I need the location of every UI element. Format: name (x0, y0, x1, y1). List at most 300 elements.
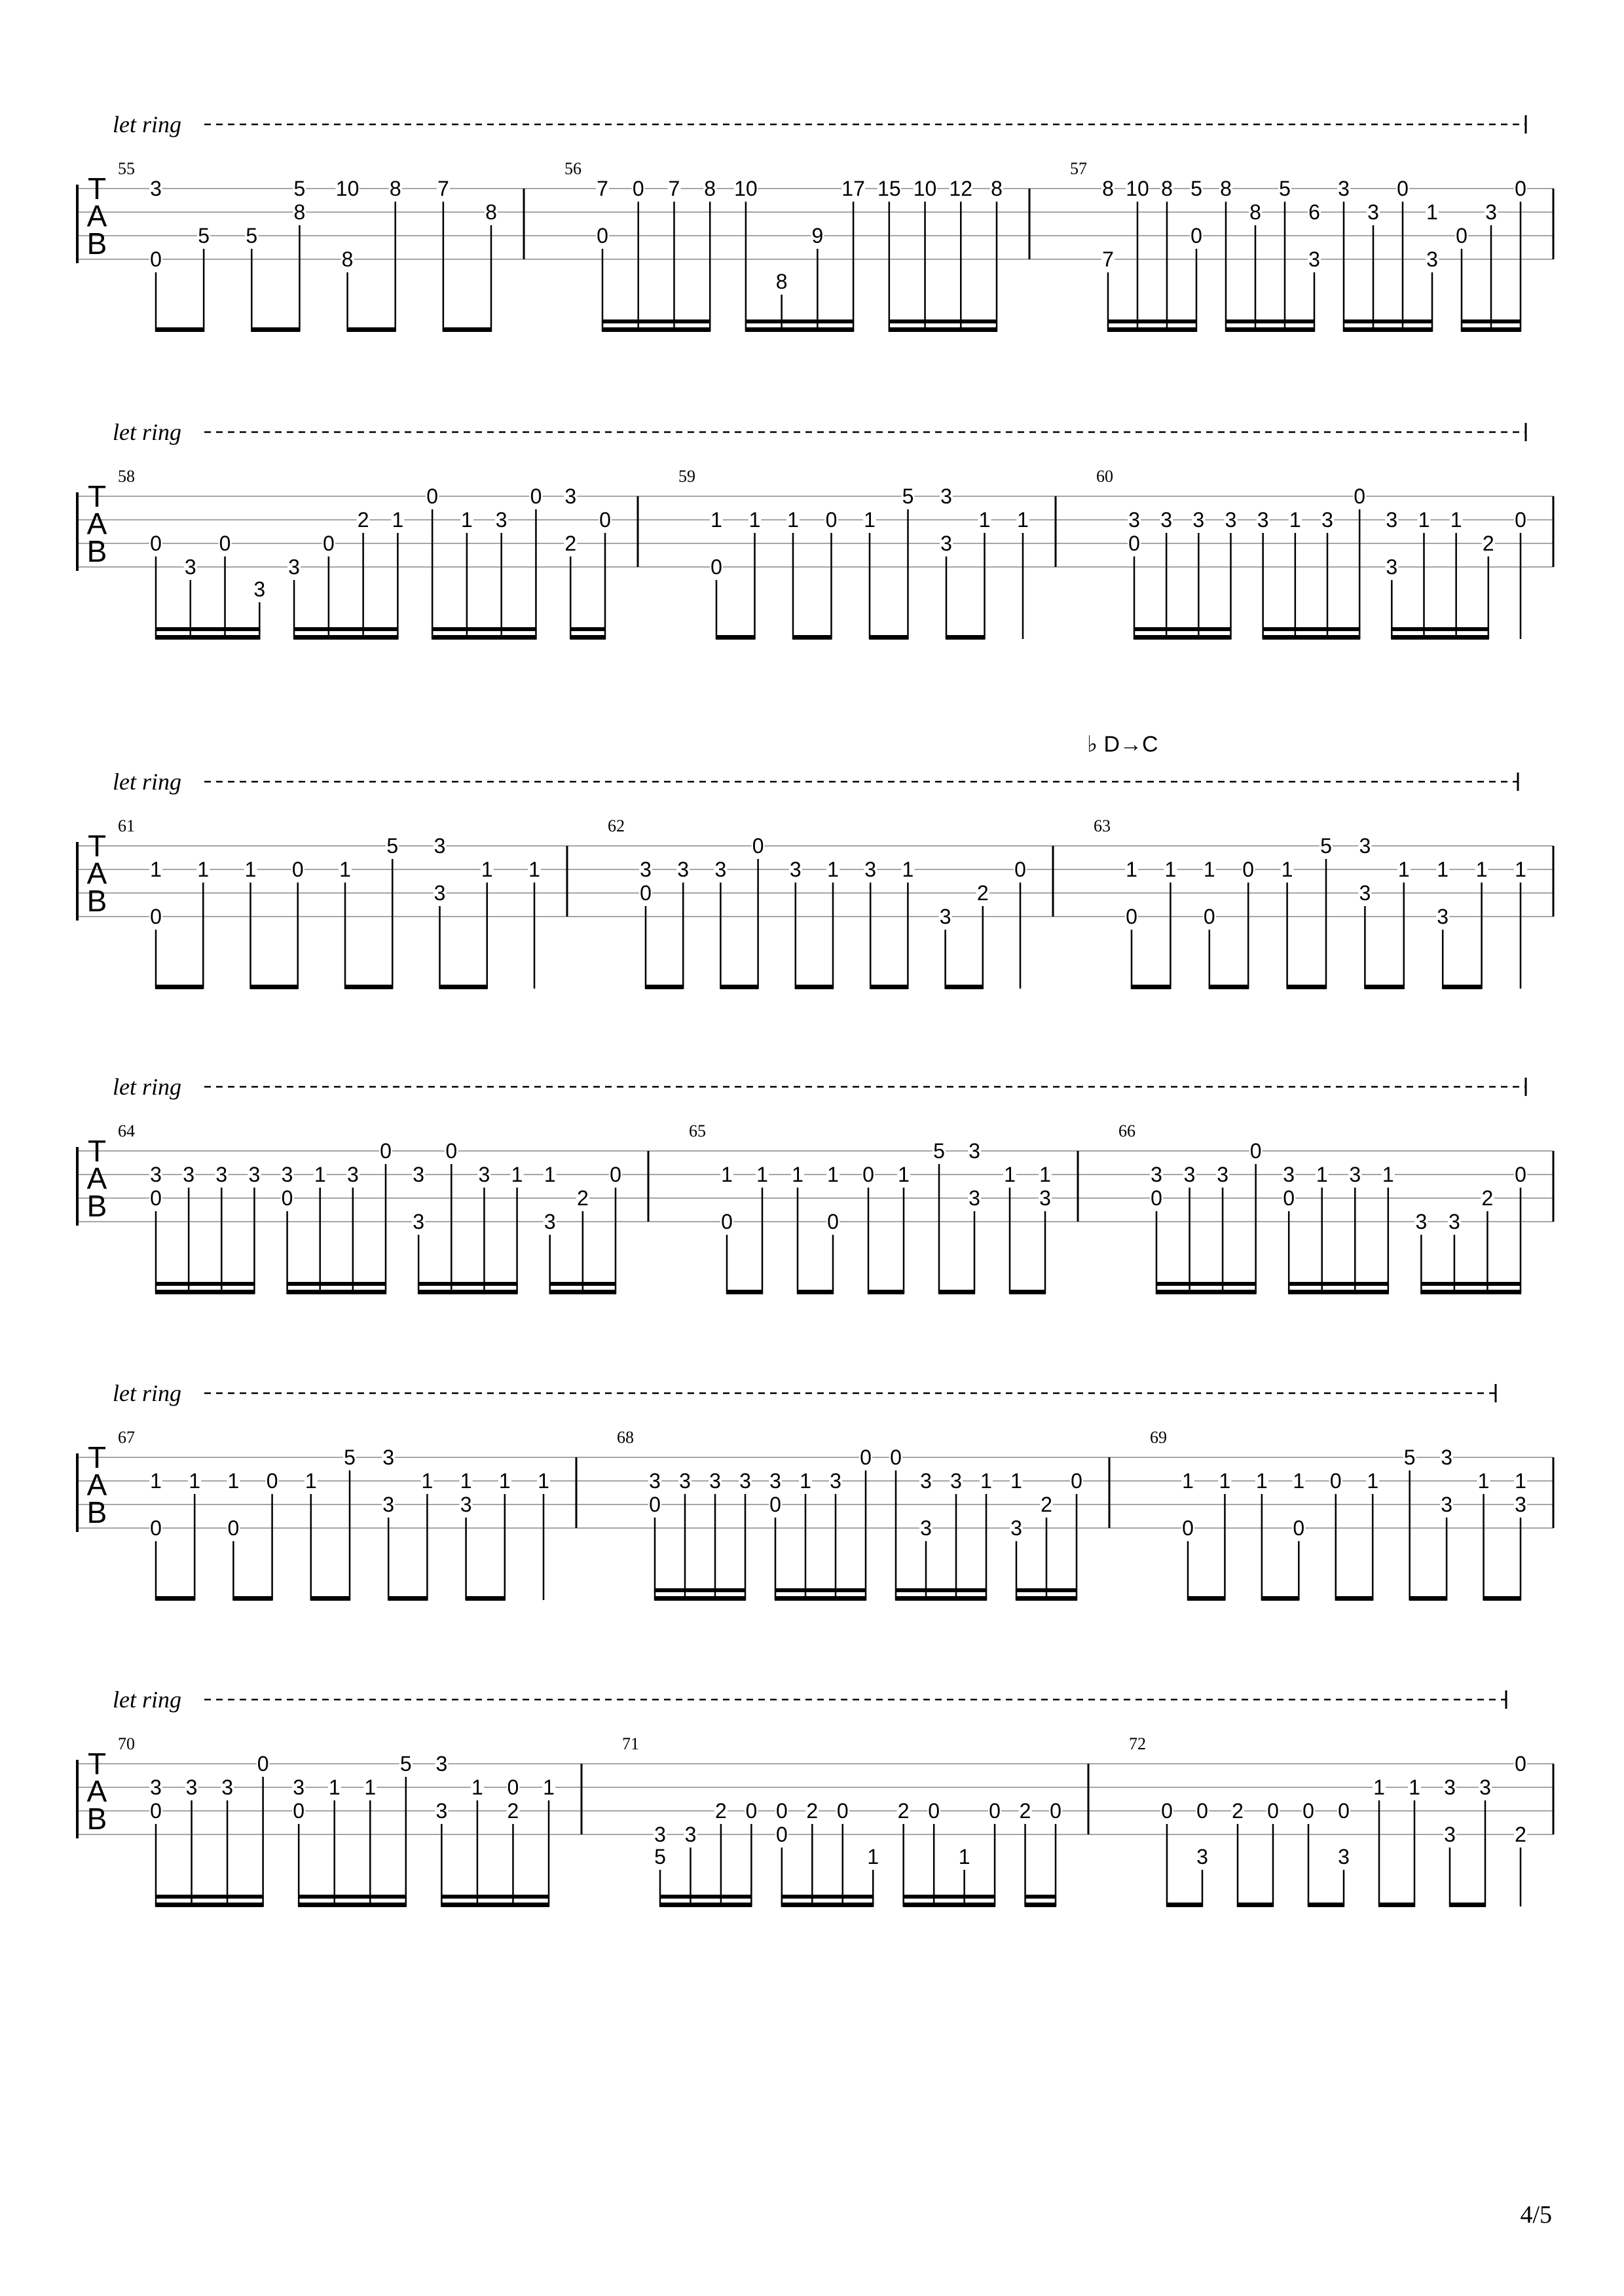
fret-number: 3 (382, 1493, 395, 1516)
fret-number: 3 (969, 1139, 980, 1163)
fret-number: 0 (610, 1163, 621, 1186)
beam-primary (1409, 1596, 1447, 1601)
fret-number: 3 (1426, 247, 1438, 271)
fret-number: 0 (836, 1799, 849, 1823)
fret-number: 1 (902, 858, 914, 881)
fret-number: 3 (1039, 1186, 1051, 1210)
fret-number: 0 (721, 1210, 733, 1233)
fret-number: 1 (1418, 508, 1430, 532)
fret-number: 0 (710, 555, 722, 579)
fret-number: 10 (1126, 177, 1149, 200)
beam-primary (570, 635, 606, 640)
beam-primary (439, 985, 488, 989)
fret-number: 1 (898, 1163, 910, 1186)
measure-number: 72 (1129, 1734, 1146, 1753)
fret-number: 3 (969, 1186, 980, 1210)
fret-number: 3 (288, 555, 300, 579)
fret-number: 0 (745, 1799, 758, 1823)
fret-number: 0 (827, 1210, 839, 1233)
tab-clef-letter: B (86, 227, 107, 261)
fret-number: 0 (1050, 1799, 1061, 1823)
fret-number: 0 (769, 1493, 781, 1516)
beam-secondary (293, 627, 398, 631)
fret-number: 8 (341, 247, 354, 271)
fret-number: 3 (293, 1776, 305, 1799)
fret-number: 1 (511, 1163, 523, 1186)
fret-number: 1 (538, 1469, 549, 1493)
fret-number: 3 (544, 1210, 556, 1233)
beam-primary (1483, 1596, 1521, 1601)
beam-primary (889, 327, 997, 332)
beam-secondary (903, 1895, 995, 1899)
beam-secondary (775, 1588, 866, 1592)
beam-primary (720, 985, 758, 989)
fret-number: 1 (1281, 858, 1293, 881)
fret-number: 3 (1367, 200, 1379, 224)
fret-number: 1 (1475, 858, 1488, 881)
beam-primary (1287, 985, 1327, 989)
tab-clef-letter: A (86, 856, 107, 890)
tab-clef-letter: T (87, 1134, 107, 1168)
measure-number: 55 (118, 159, 135, 178)
beam-primary (441, 1903, 549, 1907)
fret-number: 5 (293, 177, 306, 200)
fret-number: 1 (800, 1469, 811, 1493)
beam-primary (1391, 635, 1489, 640)
fret-number: 2 (806, 1799, 819, 1823)
fret-number: 1 (1450, 508, 1462, 532)
fret-number: 1 (1010, 1469, 1022, 1493)
fret-number: 1 (189, 1469, 201, 1493)
fret-number: 0 (1338, 1799, 1350, 1823)
fret-number: 3 (1359, 881, 1371, 905)
fret-number: 1 (827, 1163, 839, 1186)
beam-primary (1442, 985, 1482, 989)
let-ring-label: let ring (113, 1686, 181, 1713)
fret-number: 1 (1437, 858, 1449, 881)
fret-number: 1 (748, 508, 761, 532)
fret-number: 6 (1308, 200, 1320, 224)
fret-number: 0 (775, 1799, 788, 1823)
fret-number: 3 (495, 508, 507, 532)
beam-secondary (1343, 319, 1433, 323)
beam-primary (466, 1596, 506, 1601)
beam-primary (792, 635, 832, 640)
fret-number: 2 (1482, 532, 1494, 555)
fret-number: 3 (253, 577, 266, 601)
fret-number: 0 (150, 1186, 162, 1210)
fret-number: 0 (1456, 224, 1467, 247)
beam-primary (443, 327, 492, 332)
beam-primary (1131, 985, 1171, 989)
fret-number: 3 (1485, 200, 1497, 224)
beam-primary (250, 985, 299, 989)
fret-number: 5 (399, 1752, 412, 1776)
let-ring-label: let ring (113, 769, 181, 795)
fret-number: 1 (1367, 1469, 1379, 1493)
fret-number: 1 (1409, 1776, 1420, 1799)
beam-primary (797, 1290, 834, 1294)
beam-primary (232, 1596, 272, 1601)
fret-number: 2 (1515, 1823, 1526, 1846)
fret-number: 0 (1190, 224, 1202, 247)
measure-number: 58 (118, 467, 135, 486)
fret-number: 0 (1182, 1516, 1194, 1540)
fret-number: 1 (364, 1776, 377, 1799)
fret-number: 3 (564, 484, 577, 508)
measure-number: 57 (1070, 159, 1087, 178)
fret-number: 1 (1293, 1469, 1305, 1493)
measure-number: 64 (118, 1121, 135, 1140)
fret-number: 3 (1338, 1845, 1350, 1868)
fret-number: 0 (266, 1469, 278, 1493)
fret-number: 0 (890, 1446, 902, 1469)
fret-number: 1 (1017, 508, 1029, 532)
fret-number: 0 (1293, 1516, 1305, 1540)
beam-primary (645, 985, 684, 989)
fret-number: 10 (734, 177, 758, 200)
fret-number: 3 (413, 1210, 425, 1233)
fret-number: 1 (710, 508, 722, 532)
fret-number: 3 (1441, 1493, 1453, 1516)
fret-number: 1 (958, 1845, 970, 1868)
let-ring-label: let ring (113, 419, 181, 445)
beam-secondary (155, 1282, 255, 1286)
measure-number: 63 (1094, 816, 1111, 835)
beam-secondary (287, 1282, 386, 1286)
fret-number: 0 (862, 1163, 874, 1186)
fret-number: 2 (507, 1799, 519, 1823)
fret-number: 10 (335, 177, 360, 200)
fret-number: 2 (564, 532, 577, 555)
beam-secondary (602, 319, 710, 323)
fret-number: 8 (1220, 177, 1232, 200)
fret-number: 1 (544, 1163, 556, 1186)
fret-number: 3 (434, 881, 446, 905)
beam-primary (1288, 1290, 1389, 1294)
fret-number: 0 (507, 1776, 519, 1799)
fret-number: 1 (1182, 1469, 1194, 1493)
beam-primary (726, 1290, 763, 1294)
fret-number: 1 (792, 1163, 803, 1186)
fret-number: 3 (950, 1469, 962, 1493)
fret-number: 3 (1479, 1776, 1491, 1799)
fret-number: 0 (989, 1799, 1001, 1823)
beam-secondary (654, 1588, 746, 1592)
fret-number: 3 (1338, 177, 1350, 200)
fret-number: 10 (913, 177, 937, 200)
tab-clef-letter: B (86, 534, 107, 568)
tab-clef-letter: B (86, 884, 107, 918)
fret-number: 12 (949, 177, 973, 200)
beam-secondary (1225, 319, 1315, 323)
fret-number: 1 (1373, 1776, 1385, 1799)
fret-number: 5 (1403, 1446, 1416, 1469)
fret-number: 0 (1196, 1799, 1208, 1823)
fret-number: 0 (825, 508, 838, 532)
fret-number: 7 (1102, 247, 1114, 271)
fret-number: 7 (437, 177, 449, 200)
fret-number: 3 (940, 484, 952, 508)
beam-primary (1263, 635, 1360, 640)
fret-number: 3 (1441, 1446, 1453, 1469)
fret-number: 3 (1444, 1823, 1456, 1846)
fret-number: 2 (976, 881, 989, 905)
fret-number: 1 (1164, 858, 1177, 881)
beam-primary (1016, 1596, 1077, 1601)
fret-number: 1 (1515, 1469, 1526, 1493)
beam-primary (1134, 635, 1232, 640)
fret-number: 0 (150, 532, 162, 555)
fret-number: 8 (1161, 177, 1173, 200)
fret-number: 0 (1242, 858, 1255, 881)
fret-number: 1 (1426, 200, 1438, 224)
fret-number: 0 (597, 224, 608, 247)
beam-primary (795, 985, 834, 989)
fret-number: 0 (1128, 532, 1140, 555)
beam-primary (388, 1596, 428, 1601)
fret-number: 0 (426, 484, 439, 508)
fret-number: 5 (933, 1139, 945, 1163)
beam-primary (781, 1903, 874, 1907)
fret-number: 3 (478, 1163, 490, 1186)
fret-number: 0 (1302, 1799, 1314, 1823)
beam-secondary (155, 627, 260, 631)
beam-primary (1378, 1903, 1415, 1907)
fret-number: 0 (1203, 905, 1215, 928)
fret-number: 5 (246, 224, 258, 247)
beam-secondary (1420, 1282, 1521, 1286)
fret-number: 3 (435, 1799, 448, 1823)
beam-secondary (659, 1895, 752, 1899)
fret-number: 2 (576, 1186, 589, 1210)
beam-secondary (1134, 627, 1232, 631)
fret-number: 3 (281, 1163, 293, 1186)
fret-number: 3 (920, 1516, 932, 1540)
fret-number: 3 (684, 1823, 697, 1846)
beam-primary (432, 635, 536, 640)
let-ring-label: let ring (113, 111, 181, 137)
fret-number: 0 (150, 905, 162, 928)
fret-number: 3 (939, 905, 951, 928)
let-ring-label: let ring (113, 1074, 181, 1100)
fret-number: 3 (714, 858, 727, 881)
beam-primary (903, 1903, 995, 1907)
tab-clef-letter: T (87, 1747, 107, 1781)
fret-number: 1 (339, 858, 351, 881)
fret-number: 8 (1102, 177, 1114, 200)
beam-primary (155, 327, 204, 332)
fret-number: 3 (215, 1163, 228, 1186)
fret-number: 0 (599, 508, 611, 532)
beam-secondary (889, 319, 997, 323)
tab-clef-letter: A (86, 507, 107, 541)
fret-number: 0 (1014, 858, 1026, 881)
fret-number: 1 (1382, 1163, 1394, 1186)
fret-number: 5 (1190, 177, 1202, 200)
beam-primary (310, 1596, 350, 1601)
fret-number: 8 (293, 200, 306, 224)
beam-primary (1461, 327, 1521, 332)
beam-primary (945, 985, 984, 989)
fret-number: 3 (1257, 508, 1269, 532)
beam-primary (1420, 1290, 1521, 1294)
beam-secondary (781, 1895, 874, 1899)
fret-number: 3 (150, 177, 162, 200)
beam-primary (1343, 327, 1433, 332)
tab-clef-letter: A (86, 1468, 107, 1502)
fret-number: 0 (1515, 1163, 1526, 1186)
fret-number: 3 (920, 1469, 932, 1493)
fret-number: 0 (1354, 484, 1366, 508)
fret-number: 0 (380, 1139, 392, 1163)
fret-number: 1 (867, 1845, 879, 1868)
beam-secondary (432, 627, 536, 631)
fret-number: 3 (654, 1823, 666, 1846)
fret-number: 2 (897, 1799, 910, 1823)
fret-number: 1 (1039, 1163, 1051, 1186)
beam-primary (1449, 1903, 1486, 1907)
fret-number: 1 (980, 1469, 992, 1493)
fret-number: 0 (281, 1186, 293, 1210)
fret-number: 3 (709, 1469, 721, 1493)
fret-number: 3 (1010, 1516, 1022, 1540)
fret-number: 3 (413, 1163, 425, 1186)
fret-number: 3 (1308, 247, 1320, 271)
fret-number: 3 (864, 858, 877, 881)
fret-number: 1 (787, 508, 799, 532)
fret-number: 3 (640, 858, 652, 881)
beam-primary (1308, 1903, 1344, 1907)
fret-number: 3 (769, 1469, 781, 1493)
fret-number: 1 (1316, 1163, 1328, 1186)
fret-number: 5 (654, 1845, 666, 1868)
fret-number: 5 (902, 484, 914, 508)
beam-primary (716, 635, 756, 640)
fret-number: 0 (530, 484, 542, 508)
beam-primary (869, 635, 909, 640)
beam-primary (654, 1596, 746, 1601)
beam-primary (1209, 985, 1249, 989)
tab-clef-letter: A (86, 1161, 107, 1195)
tab-clef-letter: T (87, 479, 107, 513)
fret-number: 1 (244, 858, 257, 881)
fret-number: 2 (357, 508, 369, 532)
beam-primary (745, 327, 854, 332)
fret-number: 5 (344, 1446, 356, 1469)
fret-number: 0 (1397, 177, 1409, 200)
beam-secondary (1016, 1588, 1077, 1592)
fret-number: 0 (1515, 177, 1526, 200)
fret-number: 0 (1249, 1139, 1262, 1163)
fret-number: 0 (293, 1799, 305, 1823)
beam-primary (293, 635, 398, 640)
beam-secondary (895, 1588, 987, 1592)
fret-number: 3 (435, 1752, 448, 1776)
beam-primary (1009, 1290, 1046, 1294)
fret-number: 3 (1444, 1776, 1456, 1799)
beam-primary (347, 327, 396, 332)
beam-primary (549, 1290, 616, 1294)
fret-number: 0 (649, 1493, 661, 1516)
fret-number: 7 (668, 177, 680, 200)
fret-number: 0 (227, 1516, 240, 1540)
measure-number: 61 (118, 816, 135, 835)
measure-number: 59 (678, 467, 695, 486)
fret-number: 1 (471, 1776, 483, 1799)
fret-number: 3 (382, 1446, 395, 1469)
fret-number: 0 (150, 247, 162, 271)
fret-number: 3 (1283, 1163, 1295, 1186)
beam-primary (1166, 1903, 1203, 1907)
tab-clef-letter: T (87, 829, 107, 863)
beam-primary (1237, 1903, 1274, 1907)
beam-primary (1107, 327, 1197, 332)
fret-number: 0 (640, 881, 652, 905)
fret-number: 1 (227, 1469, 240, 1493)
measure-number: 70 (118, 1734, 135, 1753)
fret-number: 0 (775, 1823, 788, 1846)
fret-number: 2 (1232, 1799, 1244, 1823)
beam-primary (868, 1290, 904, 1294)
tab-clef-letter: T (87, 172, 107, 206)
fret-number: 15 (877, 177, 901, 200)
fret-number: 5 (1279, 177, 1291, 200)
measure-number: 71 (622, 1734, 639, 1753)
annotation-text: ♭ D→C (1087, 732, 1158, 757)
fret-number: 1 (1289, 508, 1301, 532)
fret-number: 1 (392, 508, 404, 532)
fret-number: 1 (150, 858, 162, 881)
fret-number: 0 (1126, 905, 1137, 928)
fret-number: 1 (528, 858, 540, 881)
fret-number: 0 (1329, 1469, 1342, 1493)
beam-secondary (1263, 627, 1360, 631)
fret-number: 1 (756, 1163, 768, 1186)
fret-number: 1 (460, 1469, 472, 1493)
beam-secondary (418, 1282, 517, 1286)
fret-number: 2 (1041, 1493, 1052, 1516)
fret-number: 3 (184, 555, 196, 579)
fret-number: 3 (150, 1163, 162, 1186)
measure-number: 60 (1096, 467, 1113, 486)
beam-primary (1156, 1290, 1257, 1294)
fret-number: 0 (322, 532, 335, 555)
fret-number: 8 (991, 177, 1003, 200)
fret-number: 1 (1004, 1163, 1016, 1186)
beam-primary (155, 1596, 195, 1601)
fret-number: 3 (739, 1469, 751, 1493)
fret-number: 0 (150, 1516, 162, 1540)
fret-number: 3 (1449, 1210, 1460, 1233)
fret-number: 0 (1283, 1186, 1295, 1210)
beam-secondary (1156, 1282, 1257, 1286)
fret-number: 0 (291, 858, 304, 881)
tab-clef-letter: A (86, 1774, 107, 1808)
fret-number: 1 (721, 1163, 733, 1186)
let-ring-label: let ring (113, 1380, 181, 1406)
fret-number: 3 (830, 1469, 841, 1493)
fret-number: 2 (1019, 1799, 1031, 1823)
beam-primary (155, 1903, 264, 1907)
beam-secondary (298, 1895, 407, 1899)
beam-primary (1364, 985, 1404, 989)
beam-secondary (155, 1895, 264, 1899)
fret-number: 3 (1183, 1163, 1196, 1186)
fret-number: 3 (183, 1163, 195, 1186)
fret-number: 2 (715, 1799, 727, 1823)
beam-primary (1335, 1596, 1373, 1601)
